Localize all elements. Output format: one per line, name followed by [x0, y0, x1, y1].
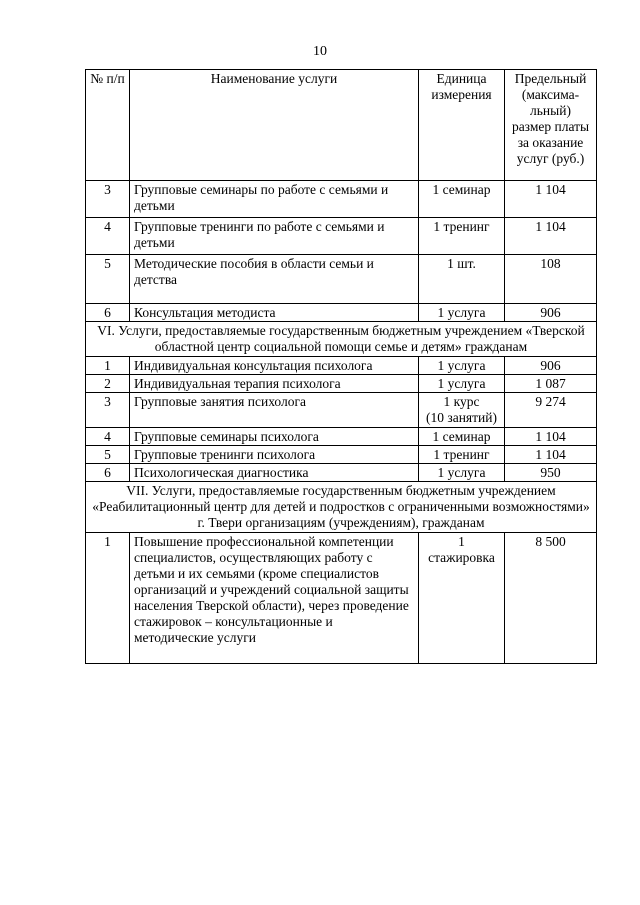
table-row — [86, 304, 597, 322]
row-price: 1 087 — [505, 375, 597, 393]
row-name: Индивидуальная терапия психолога — [130, 375, 419, 393]
row-name: Психологическая диагностика — [130, 464, 419, 482]
row-unit: 1 тренинг — [419, 218, 505, 255]
row-name: Индивидуальная консультация психолога — [130, 357, 419, 375]
row-price: 1 104 — [505, 181, 597, 218]
row-unit: 1 семинар — [419, 181, 505, 218]
row-num: 1 — [86, 533, 130, 664]
row-unit: 1 услуга — [419, 304, 505, 322]
header-name: Наименование услуги — [130, 70, 419, 181]
table-header-row — [86, 70, 597, 181]
row-unit: 1 услуга — [419, 464, 505, 482]
row-num: 6 — [86, 464, 130, 482]
table-row — [86, 375, 597, 393]
row-num: 2 — [86, 375, 130, 393]
section-heading-row — [86, 322, 597, 357]
row-unit — [419, 533, 505, 664]
row-price: 9 274 — [505, 393, 597, 428]
row-name: Групповые тренинги по работе с семьями и детьми — [130, 218, 419, 255]
row-price: 906 — [505, 304, 597, 322]
row-num: 5 — [86, 255, 130, 304]
row-unit-line2: стажировка — [428, 550, 495, 565]
row-price: 1 104 — [505, 218, 597, 255]
row-unit — [419, 393, 505, 428]
row-num: 4 — [86, 218, 130, 255]
row-name: Групповые семинары психолога — [130, 428, 419, 446]
row-price: 108 — [505, 255, 597, 304]
row-unit: 1 семинар — [419, 428, 505, 446]
table-row — [86, 357, 597, 375]
row-name: Групповые тренинги психолога — [130, 446, 419, 464]
services-table — [85, 69, 597, 664]
row-name: Методические пособия в области семьи и детства — [130, 255, 419, 304]
table-row — [86, 533, 597, 664]
row-price: 1 104 — [505, 446, 597, 464]
table-row — [86, 428, 597, 446]
row-unit: 1 услуга — [419, 375, 505, 393]
section-heading-vi: VI. Услуги, предоставляемые государственным бюджетным учреждением «Тверской областной центр социальной помощи семье и детям» гражданам — [86, 322, 597, 357]
table-row — [86, 464, 597, 482]
row-name: Консультация методиста — [130, 304, 419, 322]
row-num: 3 — [86, 393, 130, 428]
row-num: 6 — [86, 304, 130, 322]
row-unit: 1 шт. — [419, 255, 505, 304]
table-row — [86, 181, 597, 218]
row-num: 1 — [86, 357, 130, 375]
row-num: 3 — [86, 181, 130, 218]
row-unit: 1 услуга — [419, 357, 505, 375]
row-num: 5 — [86, 446, 130, 464]
row-name: Групповые семинары по работе с семьями и детьми — [130, 181, 419, 218]
table-row — [86, 393, 597, 428]
row-num: 4 — [86, 428, 130, 446]
table-row — [86, 446, 597, 464]
page-number: 10 — [313, 44, 327, 59]
row-price: 950 — [505, 464, 597, 482]
row-name: Повышение профессиональной компетенции специалистов, осуществляющих работу с детьми и их семьями (кроме специалистов организаций и учреждений социальной защиты населения Тверской области), через проведение стажировок – консультационные и методические услуги — [130, 533, 419, 664]
table-row — [86, 218, 597, 255]
row-price: 906 — [505, 357, 597, 375]
row-unit-line1: 1 курс — [443, 394, 480, 409]
header-price: Предельный (максима-льный) размер платы за оказание услуг (руб.) — [505, 70, 597, 181]
table-row — [86, 255, 597, 304]
row-price: 8 500 — [505, 533, 597, 664]
row-unit-line1: 1 — [458, 534, 465, 549]
section-heading-vii: VII. Услуги, предоставляемые государственным бюджетным учреждением «Реабилитационный центр для детей и подростков с ограниченными возможностями» г. Твери организациям (учреждениям), гражданам — [86, 482, 597, 533]
row-unit: 1 тренинг — [419, 446, 505, 464]
row-unit-line2: (10 занятий) — [426, 410, 497, 425]
header-unit: Единица измерения — [419, 70, 505, 181]
section-heading-row — [86, 482, 597, 533]
row-name: Групповые занятия психолога — [130, 393, 419, 428]
header-num: № п/п — [86, 70, 130, 181]
row-price: 1 104 — [505, 428, 597, 446]
